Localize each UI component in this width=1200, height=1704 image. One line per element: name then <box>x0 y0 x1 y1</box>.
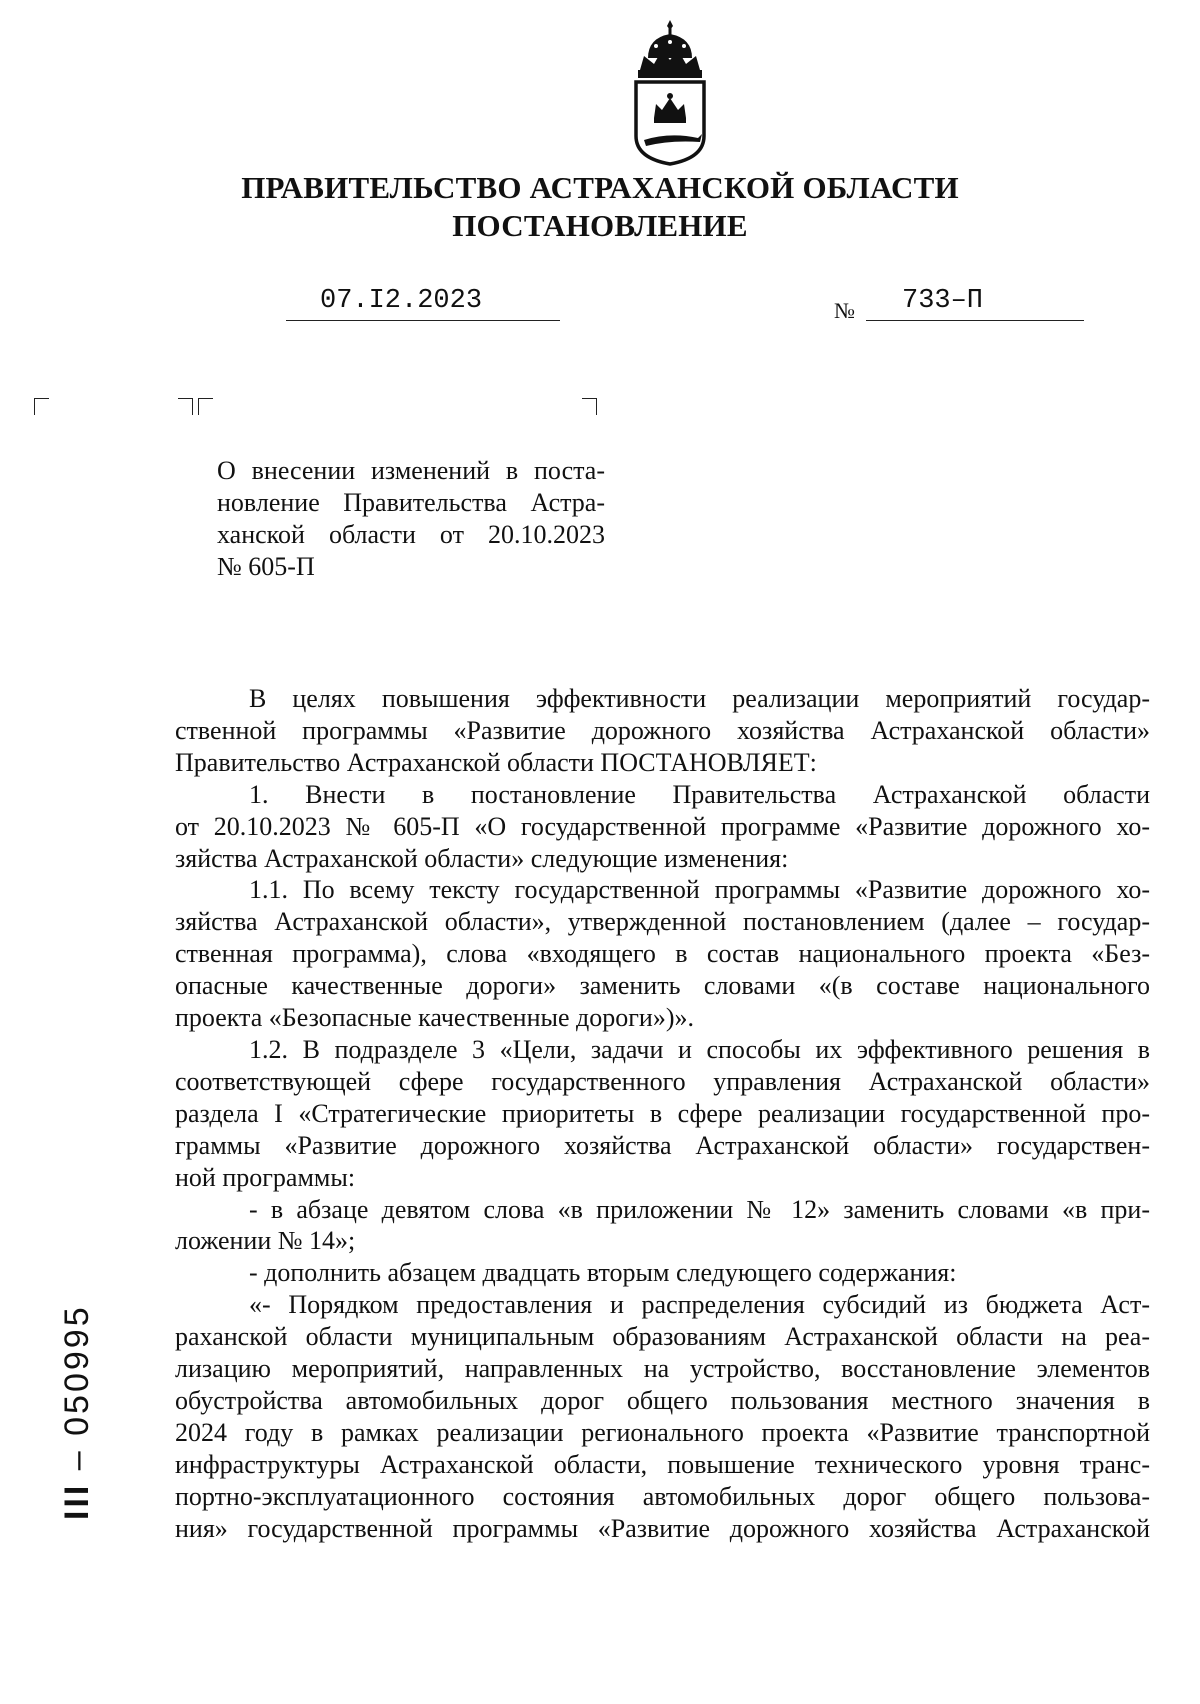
body-line: - дополнить абзацем двадцать вторым следующего содержания: <box>249 1258 957 1288</box>
body-line: инфраструктуры Астраханской области, повышение технического уровня транс- <box>175 1449 1150 1479</box>
body-line: лизацию мероприятий, направленных на устройство, восстановление элементов <box>175 1354 1150 1384</box>
body-line: 1.2. В подразделе 3 «Цели, задачи и способы их эффективного решения в <box>249 1034 1150 1064</box>
body-line: 1. Внести в постановление Правительства Астраханской области <box>249 779 1150 809</box>
body-line: обустройства автомобильных дорог общего пользования местного значения в <box>175 1385 1150 1415</box>
body-line: «- Порядком предоставления и распределения субсидий из бюджета Аст- <box>249 1290 1150 1320</box>
number-field <box>866 286 1084 321</box>
body-line: Правительство Астраханской области ПОСТАНОВЛЯЕТ: <box>175 747 817 777</box>
corner-bracket <box>178 398 193 415</box>
corner-bracket <box>198 398 213 415</box>
document-number: 733–П <box>902 286 984 316</box>
body-line: опасные качественные дороги» заменить словами «(в составе национального <box>175 971 1150 1001</box>
body-line: ложении № 14»; <box>175 1226 356 1256</box>
body-line: - в абзаце девятом слова «в приложении № 12» заменить словами «в при- <box>249 1194 1150 1224</box>
body-line: соответствующей сфере государственного управления Астраханской области» <box>175 1066 1150 1096</box>
corner-bracket <box>34 398 49 415</box>
organization-title: ПРАВИТЕЛЬСТВО АСТРАХАНСКОЙ ОБЛАСТИ <box>241 170 959 205</box>
body-line: проекта «Безопасные качественные дороги»)». <box>175 1003 694 1033</box>
number-sign: № <box>834 298 855 323</box>
subject-line: ханской области от 20.10.2023 <box>217 520 605 549</box>
document-body <box>175 683 1150 1544</box>
subject-line: новление Правительства Астра- <box>217 488 605 517</box>
body-line: от 20.10.2023 № 605-П «О государственной программе «Развитие дорожного хо- <box>175 811 1150 841</box>
body-line: ной программы: <box>175 1162 356 1192</box>
body-line: В целях повышения эффективности реализации мероприятий государ- <box>249 684 1150 713</box>
body-line: зяйства Астраханской области», утвержденной постановлением (далее – государ- <box>175 907 1150 937</box>
document-date: 07.I2.2023 <box>320 286 483 316</box>
serial-series: III <box>58 1482 96 1520</box>
document-subject <box>217 455 605 583</box>
document-type-title: ПОСТАНОВЛЕНИЕ <box>452 208 748 243</box>
subject-line: № 605-П <box>217 552 315 581</box>
body-line: зяйства Астраханской области» следующие изменения: <box>175 843 789 873</box>
body-line: раздела I «Стратегические приоритеты в сфере реализации государственной про- <box>175 1098 1150 1128</box>
body-line: ния» государственной программы «Развитие дорожного хозяйства Астраханской <box>175 1513 1150 1543</box>
date-field <box>286 286 560 321</box>
body-line: 1.1. По всему тексту государственной программы «Развитие дорожного хо- <box>249 875 1150 905</box>
corner-bracket <box>582 398 597 415</box>
subject-line: О внесении изменений в поста- <box>217 456 605 485</box>
body-line: ственной программы «Развитие дорожного хозяйства Астраханской области» <box>175 715 1150 745</box>
body-line: ственная программа), слова «входящего в состав национального проекта «Без- <box>175 939 1150 969</box>
body-line: раханской области муниципальным образованиям Астраханской области на реа- <box>175 1322 1150 1352</box>
serial-number: – 050995 <box>58 1304 96 1471</box>
body-line: 2024 году в рамках реализации регионального проекта «Развитие транспортной <box>175 1417 1150 1447</box>
coat-of-arms-icon <box>618 18 722 168</box>
body-line: граммы «Развитие дорожного хозяйства Астраханской области» государствен- <box>175 1130 1150 1160</box>
form-serial-code <box>58 1304 97 1520</box>
body-line: портно-эксплуатационного состояния автомобильных дорог общего пользова- <box>175 1481 1150 1511</box>
